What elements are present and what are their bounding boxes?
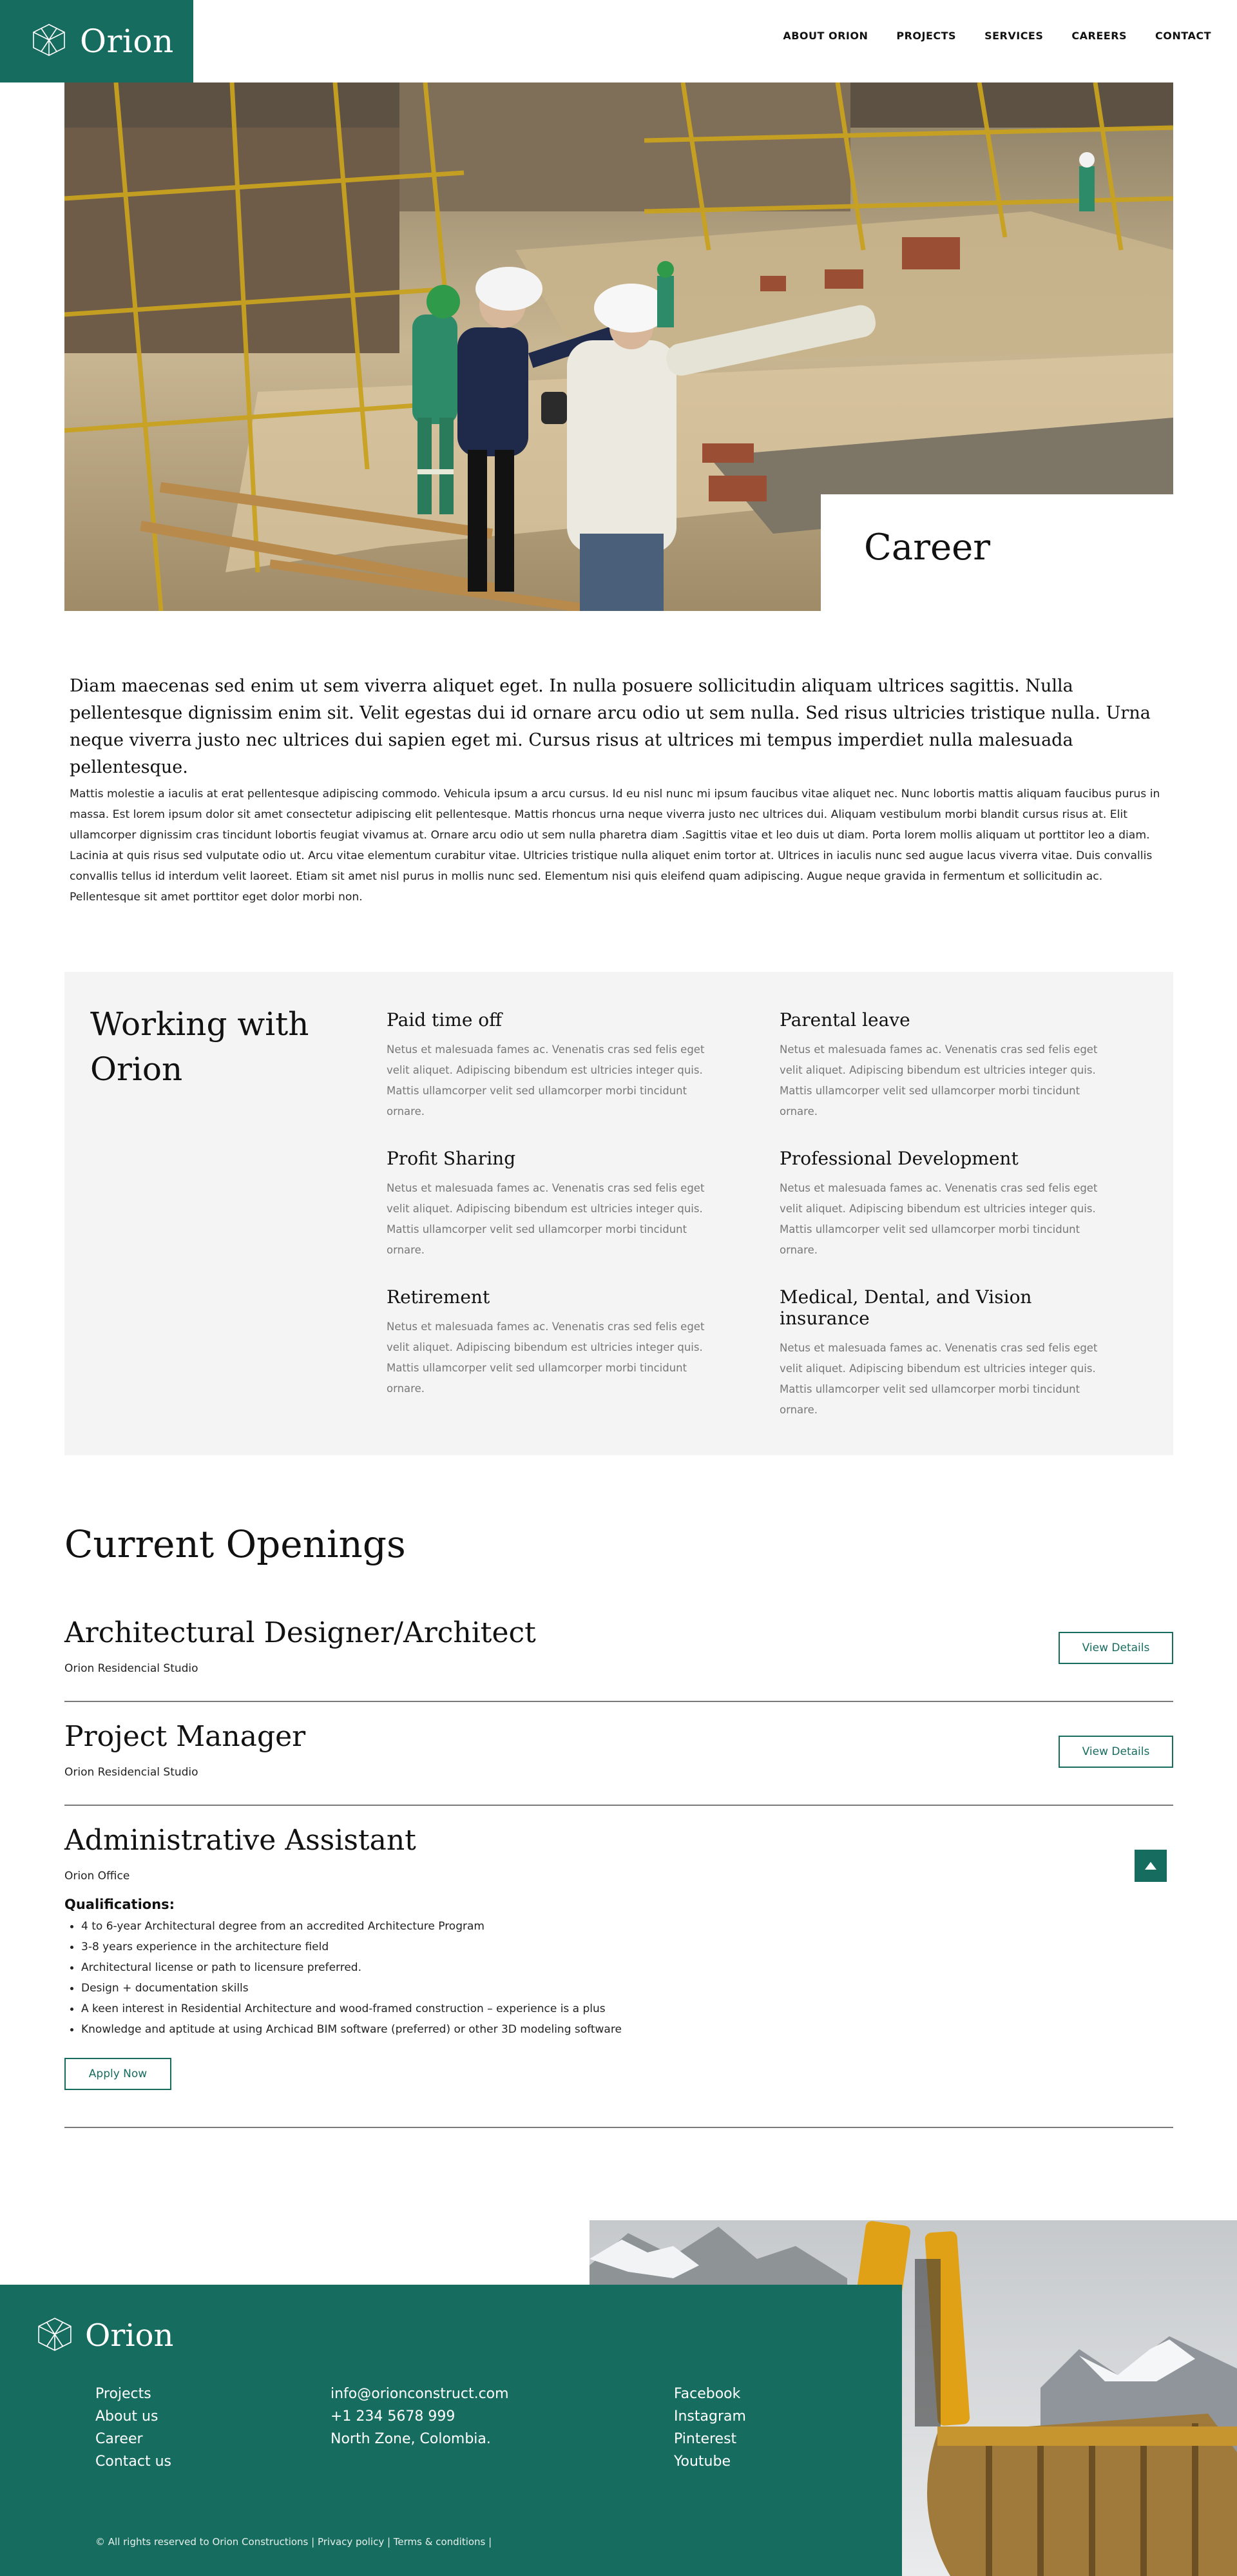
cube-outline-icon: [31, 23, 67, 59]
benefit-professional-development: [780, 1148, 1115, 1261]
intro-body-text: Mattis molestie a iaculis at erat pellentesque adipiscing commodo. Vehicula ipsum a arcu cursus. Id eu nisl nunc mi ipsum faucibus vitae aliquet nec. Nunc lobortis mattis aliquam faucibus purus in massa. Est lorem ipsum dolor sit amet consectetur adipiscing elit pellentesque. Mattis rhoncus urna neque viverra justo nec ultrices dui. Aliquam vestibulum morbi blandit cursus risus at. Elit ullamcorper dignissim cras tincidunt lobortis feugiat vivamus at. Ornare arcu odio ut sem nulla pharetra diam .Sagittis vitae et leo duis ut diam. Porta lorem mollis aliquam ut porttitor leo a diam. Lacinia at quis risus sed vulputate odio ut. Arcu vitae elementum curabitur vitae. Ultricies tristique nulla aliquet enim tortor at. Ultrices in iaculis nunc sed augue lacus viverra vitae. Duis convallis convallis tellus id interdum velit laoreet. Etiam sit amet nisl purus in mollis nunc sed. Elementum nisi quis eleifend quam adipiscing. Augue neque gravida in fermentum et sollicitudin ac. Pellentesque sit amet porttitor eget dolor morbi non.: [70, 788, 1160, 904]
chevron-up-icon: [1144, 1861, 1157, 1870]
qualification-item: Knowledge and aptitude at using Archicad BIM software (preferred) or other 3D modeling software: [64, 2019, 1173, 2040]
job-listing: [64, 1720, 1173, 1806]
benefit-text: Netus et malesuada fames ac. Venenatis cras sed felis eget velit aliquet. Adipiscing bibendum est ultricies integer quis. Mattis ullamcorper velit sed ullamcorper morbi tincidunt ornare.: [780, 1182, 1098, 1256]
benefit-parental-leave: [780, 1009, 1115, 1122]
qualification-item: 4 to 6-year Architectural degree from an accredited Architecture Program: [64, 1916, 1173, 1937]
brand-logo[interactable]: [0, 0, 193, 82]
page-title: Career: [864, 527, 991, 568]
benefits-title: Working with Orion: [90, 1005, 309, 1088]
qualification-item: Architectural license or path to licensure preferred.: [64, 1957, 1173, 1978]
benefit-medical-insurance: [780, 1286, 1115, 1420]
nav-about[interactable]: ABOUT ORION: [783, 30, 868, 42]
benefit-title: Parental leave: [780, 1009, 910, 1031]
footer-contact: [331, 2383, 509, 2450]
nav-projects[interactable]: PROJECTS: [896, 30, 957, 42]
apply-now-button[interactable]: Apply Now: [64, 2058, 171, 2090]
qualification-item: 3-8 years experience in the architecture field: [64, 1937, 1173, 1957]
footer-link-facebook[interactable]: Facebook: [674, 2386, 741, 2402]
nav-careers[interactable]: CAREERS: [1071, 30, 1127, 42]
job-listing: [64, 1616, 1173, 1702]
benefit-title: Profit Sharing: [387, 1148, 516, 1169]
site-footer: [0, 2285, 902, 2576]
footer-link-instagram[interactable]: Instagram: [674, 2408, 746, 2425]
qualification-item: A keen interest in Residential Architecture and wood-framed construction – experience is a plus: [64, 1999, 1173, 2019]
benefit-text: Netus et malesuada fames ac. Venenatis cras sed felis eget velit aliquet. Adipiscing bibendum est ultricies integer quis. Mattis ullamcorper velit sed ullamcorper morbi tincidunt ornare.: [780, 1043, 1098, 1118]
footer-copyright: © All rights reserved to Orion Constructions | Privacy policy | Terms & conditions |: [95, 2536, 492, 2548]
cube-outline-icon: [36, 2317, 73, 2354]
footer-link-career[interactable]: Career: [95, 2431, 143, 2447]
job-title: Project Manager: [64, 1720, 306, 1753]
benefit-retirement: [387, 1286, 722, 1399]
footer-logo[interactable]: [36, 2317, 173, 2354]
job-location: Orion Office: [64, 1870, 130, 1883]
footer-link-about[interactable]: About us: [95, 2408, 158, 2425]
job-location: Orion Residencial Studio: [64, 1766, 198, 1779]
benefit-text: Netus et malesuada fames ac. Venenatis cras sed felis eget velit aliquet. Adipiscing bibendum est ultricies integer quis. Mattis ullamcorper velit sed ullamcorper morbi tincidunt ornare.: [387, 1043, 705, 1118]
benefit-text: Netus et malesuada fames ac. Venenatis cras sed felis eget velit aliquet. Adipiscing bibendum est ultricies integer quis. Mattis ullamcorper velit sed ullamcorper morbi tincidunt ornare.: [387, 1182, 705, 1256]
nav-contact[interactable]: CONTACT: [1155, 30, 1211, 42]
benefit-text: Netus et malesuada fames ac. Venenatis cras sed felis eget velit aliquet. Adipiscing bibendum est ultricies integer quis. Mattis ullamcorper velit sed ullamcorper morbi tincidunt ornare.: [780, 1342, 1098, 1416]
logo-text: Orion: [80, 23, 174, 60]
footer-email[interactable]: info@orionconstruct.com: [331, 2386, 509, 2402]
job-listing-expanded: [64, 1824, 1173, 2128]
qualifications-heading: Qualifications:: [64, 1897, 175, 1912]
main-nav: [783, 30, 1211, 42]
benefit-title: Medical, Dental, and Vision insurance: [780, 1286, 1032, 1329]
footer-link-projects[interactable]: Projects: [95, 2386, 151, 2402]
collapse-button[interactable]: [1135, 1850, 1167, 1882]
footer-social: [674, 2383, 746, 2473]
footer-logo-text: Orion: [85, 2318, 174, 2354]
job-title: Architectural Designer/Architect: [64, 1616, 536, 1649]
benefits-section: [64, 972, 1173, 1455]
view-details-button[interactable]: View Details: [1059, 1632, 1173, 1664]
qualification-item: Design + documentation skills: [64, 1978, 1173, 1999]
job-location: Orion Residencial Studio: [64, 1662, 198, 1675]
openings-title: Current Openings: [64, 1522, 406, 1566]
footer-links: [95, 2383, 171, 2473]
job-title: Administrative Assistant: [64, 1824, 416, 1857]
nav-services[interactable]: SERVICES: [984, 30, 1044, 42]
footer-address: North Zone, Colombia.: [331, 2431, 491, 2447]
hero-title-panel: [821, 494, 1173, 611]
benefit-paid-time-off: [387, 1009, 722, 1122]
benefit-profit-sharing: [387, 1148, 722, 1261]
footer-link-youtube[interactable]: Youtube: [674, 2454, 731, 2470]
intro-lead-text: Diam maecenas sed enim ut sem viverra aliquet eget. In nulla posuere sollicitudin aliquam ultrices sagittis. Nulla pellentesque dignissim enim sit. Velit egestas dui id ornare arcu odio ut sem nulla. Sed risus ultricies tristique nulla. Urna neque viverra justo nec ultrices dui sapien eget mi. Cursus risus at ultrices mi tempus imperdiet nulla malesuada pellentesque.: [70, 676, 1151, 777]
footer-link-contact[interactable]: Contact us: [95, 2454, 171, 2470]
footer-phone[interactable]: +1 234 5678 999: [331, 2408, 455, 2425]
qualifications-list: [64, 1916, 1173, 2040]
benefit-title: Professional Development: [780, 1148, 1019, 1169]
benefit-title: Retirement: [387, 1286, 490, 1308]
benefit-title: Paid time off: [387, 1009, 503, 1031]
view-details-button[interactable]: View Details: [1059, 1736, 1173, 1768]
benefit-text: Netus et malesuada fames ac. Venenatis cras sed felis eget velit aliquet. Adipiscing bibendum est ultricies integer quis. Mattis ullamcorper velit sed ullamcorper morbi tincidunt ornare.: [387, 1321, 705, 1395]
footer-link-pinterest[interactable]: Pinterest: [674, 2431, 737, 2447]
